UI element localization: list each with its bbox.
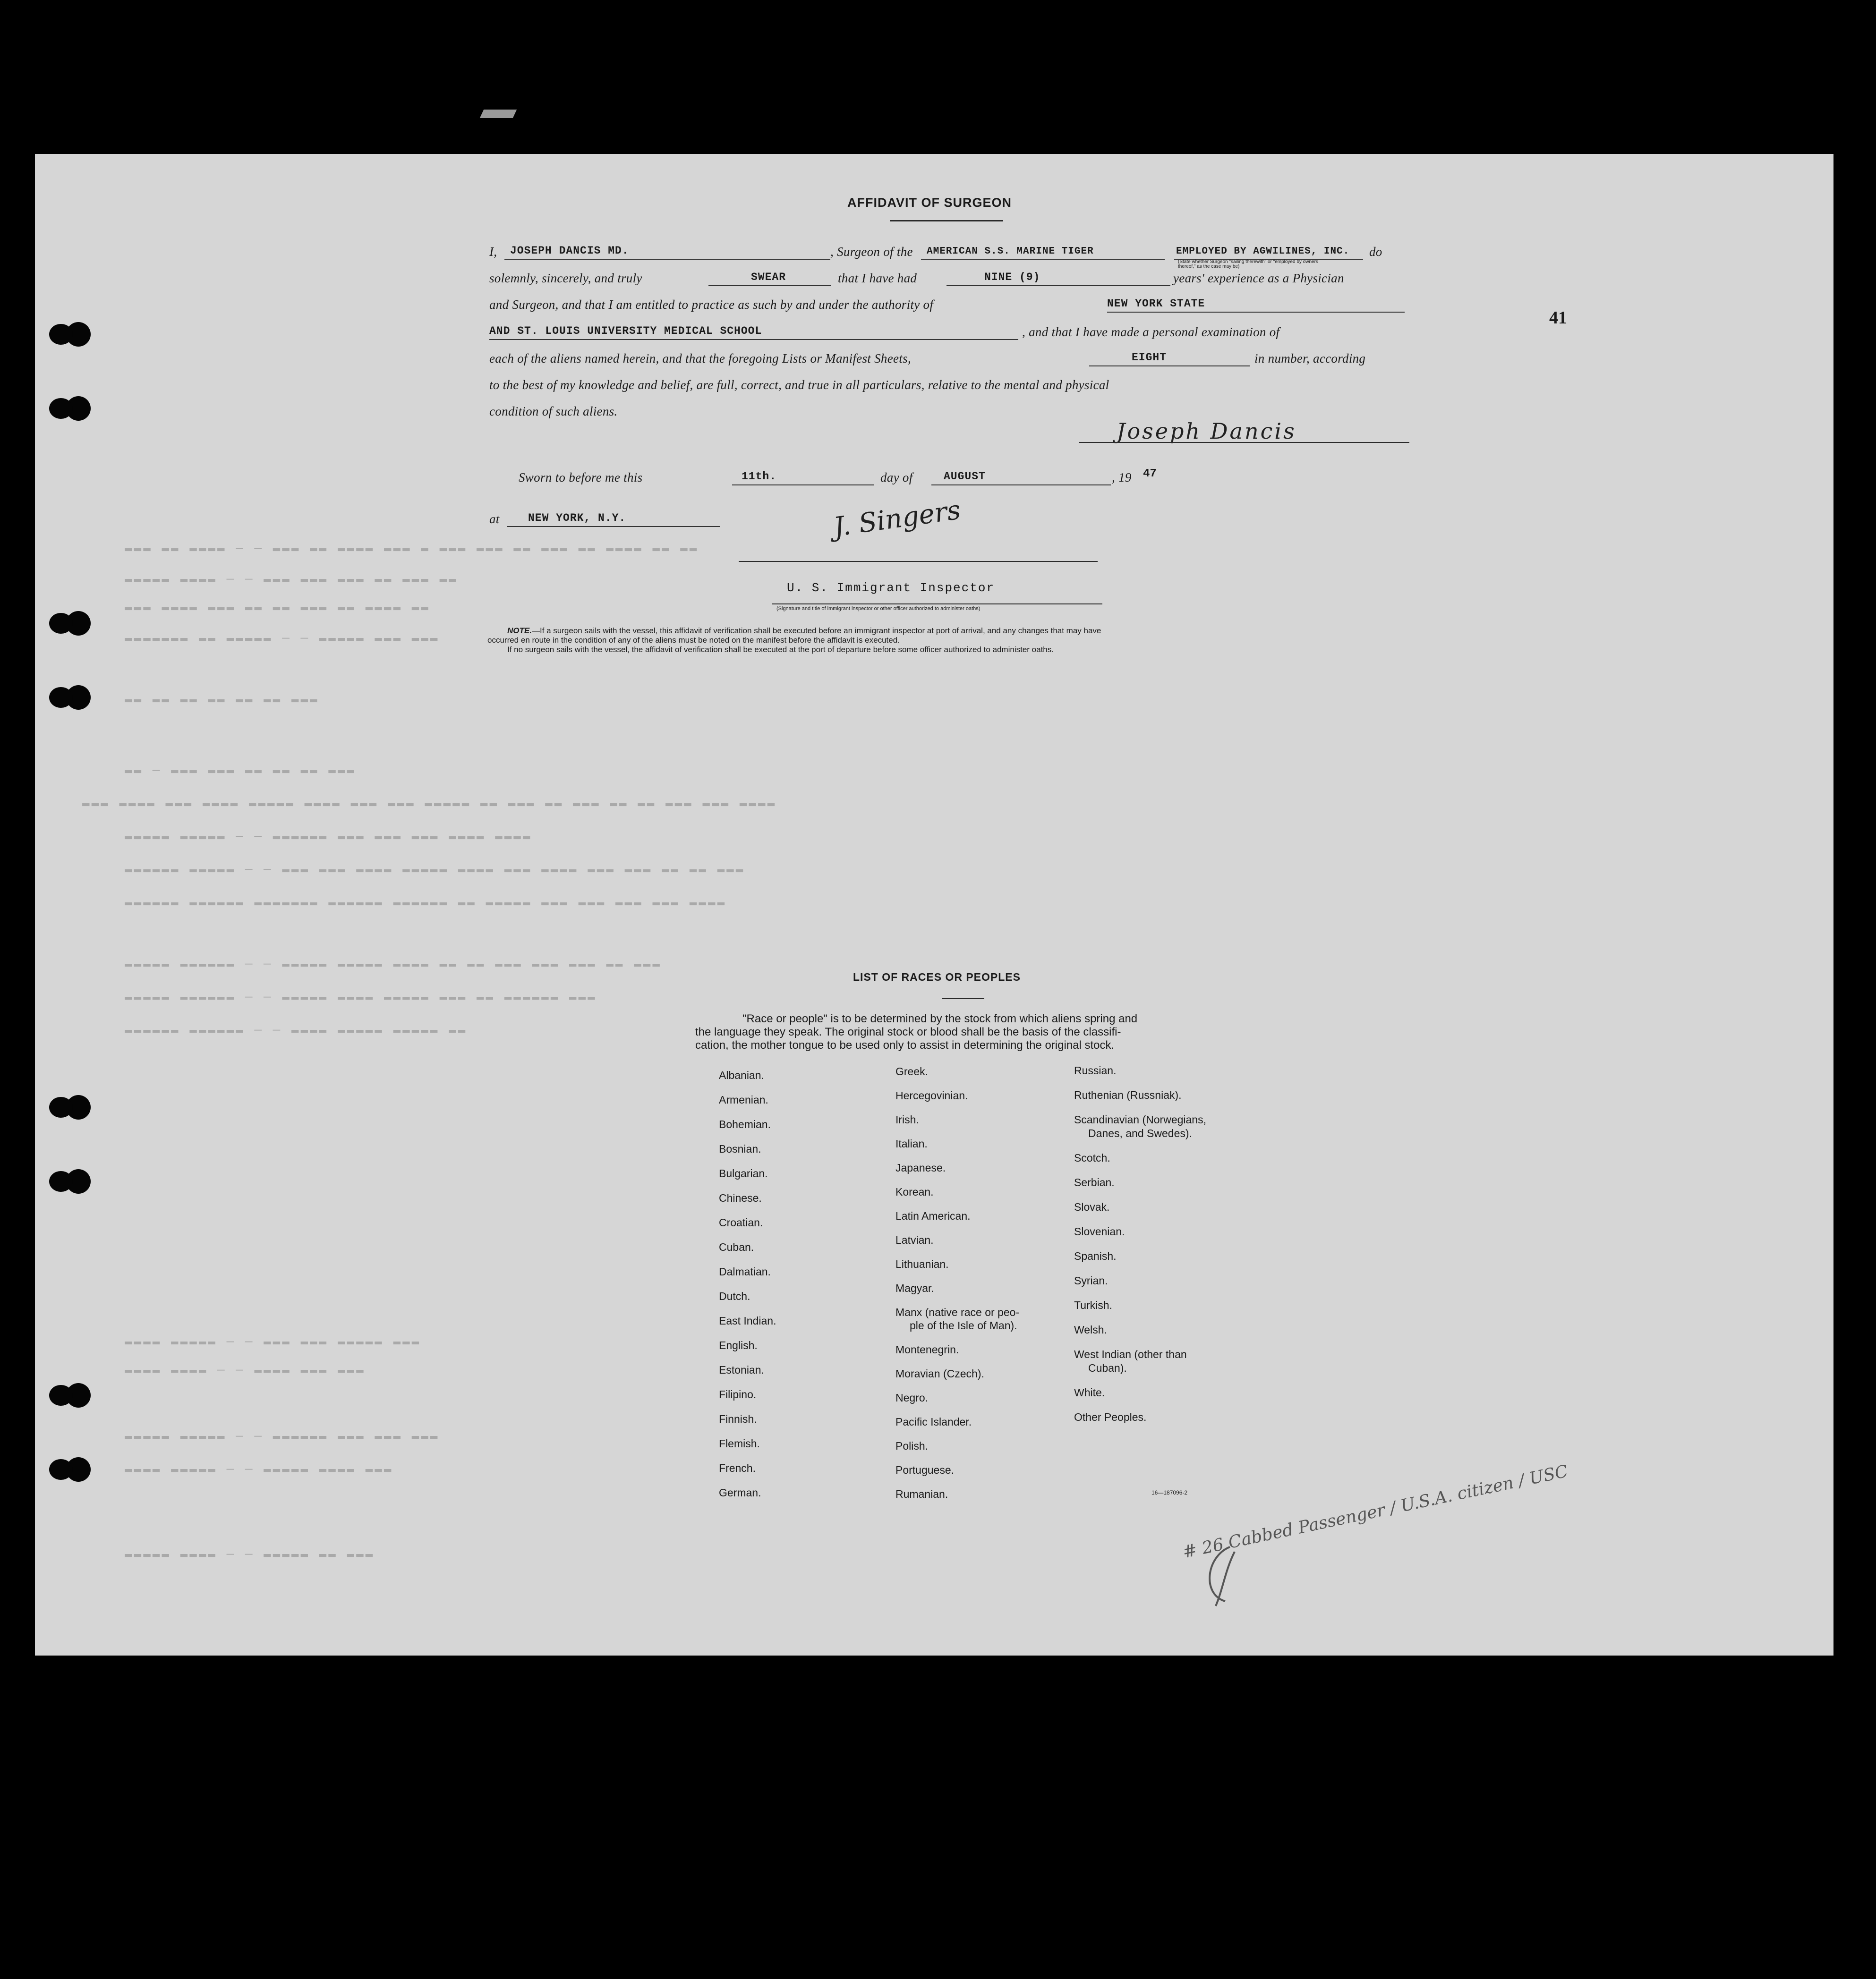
- race-item: Greek.: [895, 1065, 929, 1078]
- paper-scrap: [480, 110, 517, 118]
- text-best-knowledge: to the best of my knowledge and belief, are full, correct, and true in all particulars, relative to the mental and physical: [489, 378, 1109, 392]
- race-item: Chinese.: [719, 1192, 762, 1204]
- note-text-1: —If a surgeon sails with the vessel, this affidavit of verification shall be executed before an immigrant inspector at port of arrival, and any changes that may have: [531, 626, 1101, 635]
- punch-hole: [66, 685, 91, 710]
- races-intro-2: the language they speak. The original stock or blood shall be the basis of the classifi-: [695, 1026, 1121, 1038]
- text-in-number: in number, according: [1254, 351, 1366, 365]
- pencil-mark-icon: [1197, 1542, 1254, 1608]
- punch-hole: [66, 1457, 91, 1482]
- race-item: Slovenian.: [1074, 1225, 1125, 1238]
- race-item: Ruthenian (Russniak).: [1074, 1089, 1182, 1101]
- authority-value-2: AND ST. LOUIS UNIVERSITY MEDICAL SCHOOL: [489, 325, 762, 337]
- race-item: English.: [719, 1339, 758, 1351]
- race-item: Irish.: [895, 1113, 919, 1126]
- race-item: Japanese.: [895, 1162, 946, 1174]
- race-item: French.: [719, 1462, 756, 1474]
- race-item: Turkish.: [1074, 1299, 1112, 1311]
- text-i: I,: [489, 245, 497, 259]
- employer-value: EMPLOYED BY AGWILINES, INC.: [1176, 246, 1350, 257]
- race-item: Dutch.: [719, 1290, 750, 1302]
- race-item: Portuguese.: [895, 1464, 955, 1476]
- race-item: Bulgarian.: [719, 1167, 768, 1180]
- race-item: Hercegovinian.: [895, 1089, 968, 1102]
- authority-value-1: NEW YORK STATE: [1107, 297, 1205, 310]
- sworn-year-prefix: , 19: [1112, 470, 1132, 484]
- race-item: Serbian.: [1074, 1176, 1115, 1189]
- margin-annotation: # 26 Cabbed Passenger / U.S.A. citizen / USC: [1181, 1461, 1570, 1563]
- text-each-aliens: each of the aliens named herein, and that the foregoing Lists or Manifest Sheets,: [489, 351, 911, 365]
- text-that-had: that I have had: [838, 271, 917, 285]
- authority-field-2: [489, 323, 1018, 340]
- race-item: Flemish.: [719, 1437, 760, 1450]
- page-number: 41: [1549, 308, 1567, 328]
- race-item: Croatian.: [719, 1216, 763, 1229]
- inspector-caption: (Signature and title of immigrant inspector or other officer authorized to administer oaths): [776, 606, 981, 612]
- races-intro-3: cation, the mother tongue to be used only to assist in determining the original stock.: [695, 1039, 1115, 1052]
- punch-hole: [66, 1095, 91, 1120]
- sworn-prefix: Sworn to before me this: [519, 470, 643, 484]
- text-condition: condition of such aliens.: [489, 404, 618, 418]
- vessel-field: [921, 243, 1165, 260]
- race-item: Dalmatian.: [719, 1266, 771, 1278]
- surgeon-name-value: JOSEPH DANCIS MD.: [510, 245, 629, 257]
- race-item: Spanish.: [1074, 1250, 1117, 1262]
- race-item: Syrian.: [1074, 1274, 1108, 1287]
- race-item: West Indian (other than: [1074, 1348, 1187, 1360]
- sworn-day-value: 11th.: [742, 470, 777, 483]
- text-solemnly: solemnly, sincerely, and truly: [489, 271, 642, 285]
- inspector-title-line: [772, 603, 1102, 604]
- oath-field: [708, 269, 831, 286]
- punch-hole: [66, 1383, 91, 1408]
- sworn-month-value: AUGUST: [944, 470, 986, 483]
- race-item: Scotch.: [1074, 1152, 1110, 1164]
- race-item: Filipino.: [719, 1388, 757, 1401]
- affidavit-title: AFFIDAVIT OF SURGEON: [847, 195, 1012, 210]
- punch-hole: [66, 611, 91, 636]
- race-item: Bohemian.: [719, 1118, 771, 1130]
- race-item: Rumanian.: [895, 1488, 948, 1500]
- race-item: Polish.: [895, 1440, 929, 1452]
- punch-hole: [66, 322, 91, 347]
- race-item: Montenegrin.: [895, 1343, 959, 1356]
- sworn-at: at: [489, 512, 500, 526]
- note-line-1: [487, 626, 1408, 636]
- race-item: Armenian.: [719, 1094, 768, 1106]
- text-years-exp: years' experience as a Physician: [1173, 271, 1344, 285]
- race-item: Italian.: [895, 1138, 928, 1150]
- races-title-rule: [942, 998, 984, 999]
- sworn-place-field: [507, 510, 720, 527]
- race-item: Danes, and Swedes).: [1088, 1127, 1192, 1139]
- races-intro: [695, 1012, 1238, 1052]
- surgeon-signature-line: [1079, 442, 1409, 443]
- race-item: Latin American.: [895, 1210, 971, 1222]
- sworn-day-field: [732, 468, 874, 485]
- years-field: [947, 269, 1170, 286]
- note-line-3: If no surgeon sails with the vessel, the affidavit of verification shall be executed at the port of departure before some officer authorized to administer oaths.: [507, 645, 1054, 654]
- text-personal-exam: , and that I have made a personal examination of: [1022, 325, 1280, 339]
- text-do: do: [1369, 245, 1382, 259]
- race-item: Slovak.: [1074, 1201, 1110, 1213]
- surgeon-signature: Joseph Dancis: [1117, 418, 1296, 444]
- race-item: Russian.: [1074, 1064, 1117, 1077]
- form-code: 16—187096-2: [1151, 1489, 1188, 1496]
- race-item: German.: [719, 1486, 761, 1499]
- races-title: LIST OF RACES OR PEOPLES: [853, 971, 1021, 983]
- sworn-year: 47: [1143, 467, 1157, 480]
- punch-hole: [66, 1169, 91, 1194]
- inspector-signature: J. Singers: [831, 494, 963, 543]
- text-and-surgeon: and Surgeon, and that I am entitled to practice as such by and under the authority of: [489, 297, 934, 312]
- title-rule: [890, 220, 1003, 221]
- oath-value: SWEAR: [751, 271, 786, 283]
- inspector-title: U. S. Immigrant Inspector: [787, 581, 995, 595]
- races-intro-1: "Race or people" is to be determined by the stock from which aliens spring and: [742, 1012, 1138, 1025]
- years-value: NINE (9): [984, 271, 1040, 283]
- race-item: Albanian.: [719, 1069, 764, 1081]
- race-item: Magyar.: [895, 1282, 934, 1294]
- employer-field: [1174, 243, 1363, 260]
- sworn-day-of: day of: [880, 470, 913, 484]
- note-block: [487, 626, 1408, 654]
- race-item: Estonian.: [719, 1364, 764, 1376]
- employer-note: (State whether Surgeon "sailing therewith" or "employed by owners thereof," as the case may be): [1178, 259, 1318, 269]
- punch-hole: [66, 396, 91, 421]
- note-line-2: occurred en route in the condition of any of the aliens must be noted on the manifest before the affidavit is executed.: [487, 636, 900, 645]
- surgeon-name-field: [504, 243, 830, 260]
- race-item: Bosnian.: [719, 1143, 761, 1155]
- race-item: Lithuanian.: [895, 1258, 949, 1270]
- race-item: Korean.: [895, 1186, 934, 1198]
- race-item: Latvian.: [895, 1234, 934, 1246]
- race-item: Cuban).: [1088, 1362, 1127, 1374]
- note-label: NOTE.: [507, 626, 532, 635]
- race-item: Pacific Islander.: [895, 1416, 972, 1428]
- race-item: White.: [1074, 1386, 1105, 1399]
- race-item: ple of the Isle of Man).: [910, 1319, 1017, 1332]
- race-item: Cuban.: [719, 1241, 754, 1253]
- manifest-sheet: ▬▬▬ ▬▬ ▬▬▬▬ — — ▬▬▬ ▬▬ ▬▬▬▬ ▬▬▬ ▬ ▬▬▬ ▬▬▬ ▬▬ ▬▬▬ ▬▬ ▬▬▬▬ ▬▬ ▬▬ ▬▬▬▬▬ ▬▬▬▬ — — ▬▬▬ ▬▬▬ ▬▬▬ ▬▬ ▬▬▬ ▬▬ ▬▬▬ ▬▬▬▬ ▬▬▬ ▬▬ ▬▬ ▬▬▬ ▬▬ ▬▬▬▬ ▬▬ ▬▬▬▬▬▬▬ ▬▬ ▬▬▬▬▬ — — ▬▬▬▬▬ ▬▬▬ ▬▬▬ ▬▬ ▬▬ ▬▬ ▬▬ ▬▬ ▬▬ ▬▬▬ ▬▬ — ▬▬▬ ▬▬▬ ▬▬ ▬▬ ▬▬ ▬▬▬ ▬▬▬ ▬▬▬▬ ▬▬▬ ▬▬▬▬ ▬▬▬▬▬ ▬▬▬▬ ▬▬▬ ▬▬▬ ▬▬▬▬▬ ▬▬ ▬▬▬ ▬▬ ▬▬▬ ▬▬ ▬▬ ▬▬▬ ▬▬▬ ▬▬▬▬ ▬▬▬▬▬ ▬▬▬▬▬ — — ▬▬▬▬▬▬ ▬▬▬ ▬▬▬ ▬▬▬ ▬▬▬▬ ▬▬▬▬ ▬▬▬▬▬▬ ▬▬▬▬▬ — — ▬▬▬ ▬▬▬ ▬▬▬▬ ▬▬▬▬▬ ▬▬▬▬ ▬▬▬ ▬▬▬▬ ▬▬▬ ▬▬▬ ▬▬ ▬▬ ▬▬▬ ▬▬▬▬▬▬ ▬▬▬▬▬▬ ▬▬▬▬▬▬▬ ▬▬▬▬▬▬ ▬▬▬▬▬▬ ▬▬ ▬▬▬▬▬ ▬▬▬ ▬▬▬ ▬▬▬ ▬▬▬ ▬▬▬▬ ▬▬▬▬▬ ▬▬▬▬▬▬ — — ▬▬▬▬▬ ▬▬▬▬▬ ▬▬▬▬ ▬▬ ▬▬ ▬▬▬ ▬▬▬ ▬▬▬ ▬▬ ▬▬▬ ▬▬▬▬▬ ▬▬▬▬▬▬ — — ▬▬▬▬▬ ▬▬▬▬ ▬▬▬▬▬ ▬▬▬ ▬▬ ▬▬▬▬▬▬ ▬▬▬ ▬▬▬▬▬▬ ▬▬▬▬▬▬ — — ▬▬▬▬ ▬▬▬▬▬ ▬▬▬▬▬ ▬▬ ▬▬▬▬ ▬▬▬▬▬ — — ▬▬▬ ▬▬▬ ▬▬▬▬▬ ▬▬▬ ▬▬▬▬ ▬▬▬▬ — — ▬▬▬▬ ▬▬▬ ▬▬▬ ▬▬▬▬▬ ▬▬▬▬▬ — — ▬▬▬▬▬▬ ▬▬▬ ▬▬▬ ▬▬▬ ▬▬▬▬ ▬▬▬▬▬ — — ▬▬▬▬▬ ▬▬▬▬ ▬▬▬ ▬▬▬▬▬ ▬▬▬▬ — — ▬▬▬▬▬ ▬▬ ▬▬▬ AFFIDAVIT OF SURGEON 41 I, JOSEPH DANCIS MD. , Surgeon of the AMERICAN S.S. MARINE TIGER EMPLOYED BY AGWILINES, INC. (State whether Surgeon "sailing therewith" or "employed by owners thereof," as the case may be) do solemnly, sincerely, and truly SWEAR that I have had NINE (9) years' experience as a Physician and Surgeon, and that I am entitled to practice as such by and under the authority of NEW YORK STATE AND ST. LOUIS UNIVERSITY MEDICAL SCHOOL , and that I have made a personal examination of each of the aliens named herein, and that the foregoing Lists or Manifest Sheets, EIGHT in number, according to the best of my knowledge and belief, are full, correct, and true in all particulars, relative to the mental and physical condition of such aliens. Joseph Dancis Sworn to before me this 11th. day of AUGUST , 19 47 at NEW YORK, N.Y. J. Singers U. S. Immigrant Inspector (Signature and title of immigrant inspector or other officer authorized to administer oaths) NOTE.—If a surgeon sails with the vessel, this affidavit of verification shall be executed before an immigrant inspector at port of arrival, and any changes that may have occurred en route in the condition of any of the aliens must be noted on the manifest before the affidavit is executed. If no surgeon sails with the vessel, the affidavit of verification shall be executed at the port of departure before some officer authorized to administer oaths. LIST OF RACES OR PEOPLES "Race or people" is to be determined by the stock from which aliens spring and the language they speak. The original stock or blood shall be the basis of the classifi- cation, the mother tongue to be used only to assist in determining the original stock. Albanian. Armenian. Bohemian. Bosnian. Bulgarian. Chinese. Croatian. Cuban. Dalmatian. Dutch. East Indian. English. Estonian. Filipino. Finnish. Flemish. French. German. Greek. Hercegovinian. Irish. Italian. Japanese. Korean. Latin American. Latvian. Lithuanian. Magyar. Manx (native race or peo- ple of the Isle of Man). Montenegrin. Moravian (Czech). Negro. Pacific Islander. Polish. Portuguese. Rumanian. Russian. Ruthenian (Russniak). Scandinavian (Norwegians, Danes, and Swedes). Scotch. Serbian. Slovak. Slovenian. Spanish. Syrian. Turkish. Welsh. West Indian (other than Cuban). White. Other Peoples. 16—187096-2 # 26 Cabbed Passenger / U.S.A. citizen / USC: [35, 154, 1833, 1656]
- race-item: Finnish.: [719, 1413, 757, 1425]
- race-item: Scandinavian (Norwegians,: [1074, 1113, 1206, 1126]
- race-item: East Indian.: [719, 1315, 776, 1327]
- race-item: Moravian (Czech).: [895, 1367, 984, 1380]
- inspector-signature-line: [739, 561, 1098, 562]
- authority-field-1: [1107, 296, 1405, 313]
- sworn-month-field: [931, 468, 1111, 485]
- sworn-place-value: NEW YORK, N.Y.: [528, 512, 626, 524]
- race-item: Negro.: [895, 1392, 929, 1404]
- sheets-field: [1089, 349, 1250, 366]
- race-item: Other Peoples.: [1074, 1411, 1147, 1423]
- vessel-value: AMERICAN S.S. MARINE TIGER: [927, 246, 1094, 257]
- race-item: Manx (native race or peo-: [895, 1306, 1020, 1318]
- text-surgeon-of: , Surgeon of the: [830, 245, 913, 259]
- race-item: Welsh.: [1074, 1324, 1107, 1336]
- sheets-value: EIGHT: [1132, 351, 1167, 364]
